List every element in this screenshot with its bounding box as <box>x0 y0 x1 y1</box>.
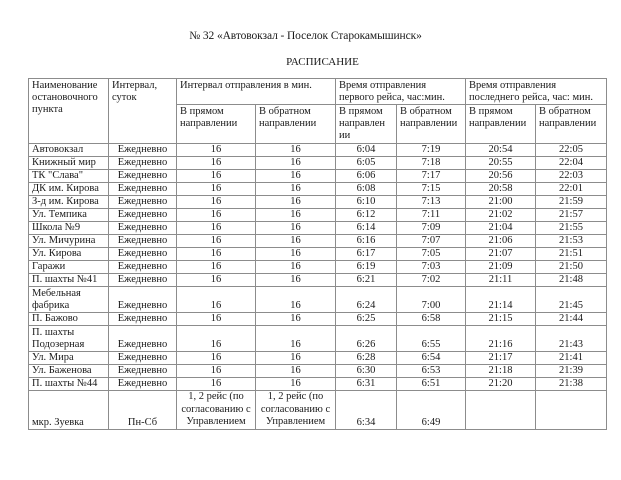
cell-stop-name: Книжный мир <box>29 157 109 170</box>
table-row <box>29 390 607 429</box>
cell-interval-forward: 1, 2 рейс (по согласованию с Управлением <box>177 390 256 429</box>
cell-last-backward: 22:04 <box>536 157 607 170</box>
header-stop-name: Наименование остановочного пункта <box>29 79 109 144</box>
cell-stop-name: П. Бажово <box>29 312 109 325</box>
schedule-body <box>29 144 607 430</box>
cell-first-forward: 6:30 <box>336 364 397 377</box>
cell-stop-name: Мебельная фабрика <box>29 287 109 313</box>
cell-interval-forward: 16 <box>177 170 256 183</box>
cell-interval-forward: 16 <box>177 183 256 196</box>
cell-stop-name: ДК им. Кирова <box>29 183 109 196</box>
cell-first-backward: 7:05 <box>397 248 466 261</box>
cell-first-forward: 6:25 <box>336 312 397 325</box>
cell-last-backward: 21:57 <box>536 209 607 222</box>
cell-first-backward: 7:09 <box>397 222 466 235</box>
cell-stop-name: Ул. Баженова <box>29 364 109 377</box>
cell-interval-backward: 16 <box>256 235 336 248</box>
cell-interval-forward: 16 <box>177 274 256 287</box>
cell-first-forward: 6:31 <box>336 377 397 390</box>
cell-interval-backward: 16 <box>256 183 336 196</box>
cell-days: Ежедневно <box>109 196 177 209</box>
cell-last-forward: 21:16 <box>466 325 536 351</box>
cell-stop-name: П. шахты №44 <box>29 377 109 390</box>
cell-interval-backward: 16 <box>256 377 336 390</box>
cell-interval-backward: 16 <box>256 287 336 313</box>
cell-last-backward: 22:03 <box>536 170 607 183</box>
header-interval-backward: В обратном направлении <box>256 105 336 144</box>
cell-interval-backward: 16 <box>256 261 336 274</box>
cell-first-backward: 7:00 <box>397 287 466 313</box>
cell-first-backward: 7:15 <box>397 183 466 196</box>
cell-interval-forward: 16 <box>177 325 256 351</box>
cell-stop-name: ТК "Слава" <box>29 170 109 183</box>
cell-first-forward: 6:12 <box>336 209 397 222</box>
cell-last-forward: 20:58 <box>466 183 536 196</box>
cell-days: Ежедневно <box>109 364 177 377</box>
cell-last-backward: 21:44 <box>536 312 607 325</box>
cell-last-forward: 21:07 <box>466 248 536 261</box>
cell-first-backward: 7:18 <box>397 157 466 170</box>
cell-interval-backward: 16 <box>256 222 336 235</box>
cell-first-backward: 7:02 <box>397 274 466 287</box>
cell-days: Ежедневно <box>109 312 177 325</box>
cell-first-backward: 6:53 <box>397 364 466 377</box>
cell-stop-name: Автовокзал <box>29 144 109 157</box>
route-title-text: № 32 «Автовокзал - Поселок Старокамышинск» <box>189 30 422 42</box>
cell-last-backward: 22:01 <box>536 183 607 196</box>
cell-last-forward: 21:20 <box>466 377 536 390</box>
cell-last-forward: 21:15 <box>466 312 536 325</box>
cell-first-forward: 6:26 <box>336 325 397 351</box>
cell-interval-backward: 16 <box>256 325 336 351</box>
header-first-forward: В прямом направлен ии <box>336 105 397 144</box>
cell-last-forward: 21:09 <box>466 261 536 274</box>
cell-days: Ежедневно <box>109 144 177 157</box>
cell-first-backward: 7:17 <box>397 170 466 183</box>
table-row <box>29 209 607 222</box>
cell-last-forward: 21:18 <box>466 364 536 377</box>
cell-stop-name: П. шахты №41 <box>29 274 109 287</box>
table-row <box>29 157 607 170</box>
cell-interval-forward: 16 <box>177 222 256 235</box>
cell-first-backward: 7:07 <box>397 235 466 248</box>
cell-last-backward: 21:38 <box>536 377 607 390</box>
cell-first-forward: 6:05 <box>336 157 397 170</box>
cell-days: Ежедневно <box>109 377 177 390</box>
cell-first-forward: 6:16 <box>336 235 397 248</box>
cell-last-backward: 21:39 <box>536 364 607 377</box>
table-row <box>29 287 607 313</box>
cell-stop-name: Ул. Кирова <box>29 248 109 261</box>
header-last-forward: В прямом направлении <box>466 105 536 144</box>
cell-first-forward: 6:24 <box>336 287 397 313</box>
cell-first-backward: 6:54 <box>397 351 466 364</box>
cell-interval-backward: 16 <box>256 209 336 222</box>
cell-last-forward: 21:06 <box>466 235 536 248</box>
table-row <box>29 377 607 390</box>
cell-interval-backward: 1, 2 рейс (по согласованию с Управлением <box>256 390 336 429</box>
cell-first-backward: 6:58 <box>397 312 466 325</box>
cell-first-backward: 7:11 <box>397 209 466 222</box>
cell-last-backward <box>536 390 607 429</box>
header-interval-forward: В прямом направлении <box>177 105 256 144</box>
cell-stop-name: П. шахты Подозерная <box>29 325 109 351</box>
cell-interval-forward: 16 <box>177 144 256 157</box>
cell-last-backward: 21:41 <box>536 351 607 364</box>
cell-interval-forward: 16 <box>177 312 256 325</box>
cell-first-backward: 6:49 <box>397 390 466 429</box>
cell-interval-backward: 16 <box>256 157 336 170</box>
cell-first-forward: 6:17 <box>336 248 397 261</box>
cell-last-forward: 20:56 <box>466 170 536 183</box>
header-last-backward: В обратном направлении <box>536 105 607 144</box>
table-row <box>29 235 607 248</box>
table-row <box>29 196 607 209</box>
cell-last-forward: 21:14 <box>466 287 536 313</box>
cell-first-backward: 6:55 <box>397 325 466 351</box>
cell-interval-backward: 16 <box>256 248 336 261</box>
cell-first-backward: 7:13 <box>397 196 466 209</box>
cell-interval-backward: 16 <box>256 364 336 377</box>
cell-first-forward: 6:10 <box>336 196 397 209</box>
cell-first-forward: 6:08 <box>336 183 397 196</box>
cell-stop-name: Школа №9 <box>29 222 109 235</box>
cell-first-backward: 7:19 <box>397 144 466 157</box>
cell-interval-backward: 16 <box>256 312 336 325</box>
cell-interval-forward: 16 <box>177 248 256 261</box>
cell-stop-name: Ул. Темпика <box>29 209 109 222</box>
table-row <box>29 222 607 235</box>
cell-interval-forward: 16 <box>177 351 256 364</box>
cell-days: Ежедневно <box>109 209 177 222</box>
header-days: Интервал, суток <box>109 79 177 144</box>
header-first-backward: В обратном направлении <box>397 105 466 144</box>
cell-last-forward: 21:11 <box>466 274 536 287</box>
cell-last-backward: 21:51 <box>536 248 607 261</box>
cell-stop-name: Гаражи <box>29 261 109 274</box>
cell-last-forward: 21:00 <box>466 196 536 209</box>
cell-days: Ежедневно <box>109 170 177 183</box>
cell-interval-forward: 16 <box>177 364 256 377</box>
route-title <box>0 30 621 42</box>
table-row <box>29 144 607 157</box>
cell-last-forward: 20:54 <box>466 144 536 157</box>
cell-last-backward: 21:48 <box>536 274 607 287</box>
cell-last-forward: 21:04 <box>466 222 536 235</box>
schedule-heading-text: РАСПИСАНИЕ <box>286 56 359 68</box>
cell-first-forward: 6:28 <box>336 351 397 364</box>
cell-interval-forward: 16 <box>177 196 256 209</box>
cell-days: Ежедневно <box>109 351 177 364</box>
header-row-top <box>29 79 607 105</box>
cell-first-forward: 6:19 <box>336 261 397 274</box>
cell-days: Ежедневно <box>109 274 177 287</box>
header-first-trip: Время отправления первого рейса, час:мин. <box>336 79 466 105</box>
cell-first-forward: 6:04 <box>336 144 397 157</box>
cell-last-forward: 20:55 <box>466 157 536 170</box>
cell-last-backward: 21:45 <box>536 287 607 313</box>
schedule-heading <box>0 56 621 68</box>
cell-interval-forward: 16 <box>177 377 256 390</box>
cell-days: Ежедневно <box>109 235 177 248</box>
cell-last-backward: 21:53 <box>536 235 607 248</box>
header-last-trip: Время отправления последнего рейса, час: мин. <box>466 79 607 105</box>
cell-days: Пн-Сб <box>109 390 177 429</box>
cell-interval-forward: 16 <box>177 287 256 313</box>
table-row <box>29 351 607 364</box>
cell-last-backward: 21:59 <box>536 196 607 209</box>
table-row <box>29 183 607 196</box>
cell-days: Ежедневно <box>109 222 177 235</box>
cell-days: Ежедневно <box>109 157 177 170</box>
cell-last-backward: 21:43 <box>536 325 607 351</box>
table-row <box>29 325 607 351</box>
table-row <box>29 274 607 287</box>
cell-days: Ежедневно <box>109 261 177 274</box>
cell-interval-forward: 16 <box>177 261 256 274</box>
cell-last-backward: 22:05 <box>536 144 607 157</box>
cell-last-forward: 21:17 <box>466 351 536 364</box>
table-row <box>29 170 607 183</box>
cell-first-forward: 6:06 <box>336 170 397 183</box>
table-row <box>29 261 607 274</box>
cell-first-forward: 6:34 <box>336 390 397 429</box>
cell-first-forward: 6:14 <box>336 222 397 235</box>
header-interval: Интервал отправления в мин. <box>177 79 336 105</box>
table-row <box>29 312 607 325</box>
cell-last-backward: 21:55 <box>536 222 607 235</box>
table-row <box>29 248 607 261</box>
cell-interval-forward: 16 <box>177 209 256 222</box>
schedule-table <box>28 78 607 430</box>
cell-stop-name: З-д им. Кирова <box>29 196 109 209</box>
cell-last-forward: 21:02 <box>466 209 536 222</box>
cell-days: Ежедневно <box>109 287 177 313</box>
cell-first-backward: 7:03 <box>397 261 466 274</box>
cell-days: Ежедневно <box>109 248 177 261</box>
cell-stop-name: мкр. Зуевка <box>29 390 109 429</box>
cell-interval-backward: 16 <box>256 170 336 183</box>
cell-interval-forward: 16 <box>177 157 256 170</box>
cell-days: Ежедневно <box>109 183 177 196</box>
cell-stop-name: Ул. Мичурина <box>29 235 109 248</box>
cell-last-forward <box>466 390 536 429</box>
cell-interval-backward: 16 <box>256 144 336 157</box>
cell-interval-backward: 16 <box>256 351 336 364</box>
cell-interval-forward: 16 <box>177 235 256 248</box>
cell-days: Ежедневно <box>109 325 177 351</box>
cell-stop-name: Ул. Мира <box>29 351 109 364</box>
cell-last-backward: 21:50 <box>536 261 607 274</box>
table-row <box>29 364 607 377</box>
cell-interval-backward: 16 <box>256 196 336 209</box>
cell-interval-backward: 16 <box>256 274 336 287</box>
cell-first-backward: 6:51 <box>397 377 466 390</box>
cell-first-forward: 6:21 <box>336 274 397 287</box>
